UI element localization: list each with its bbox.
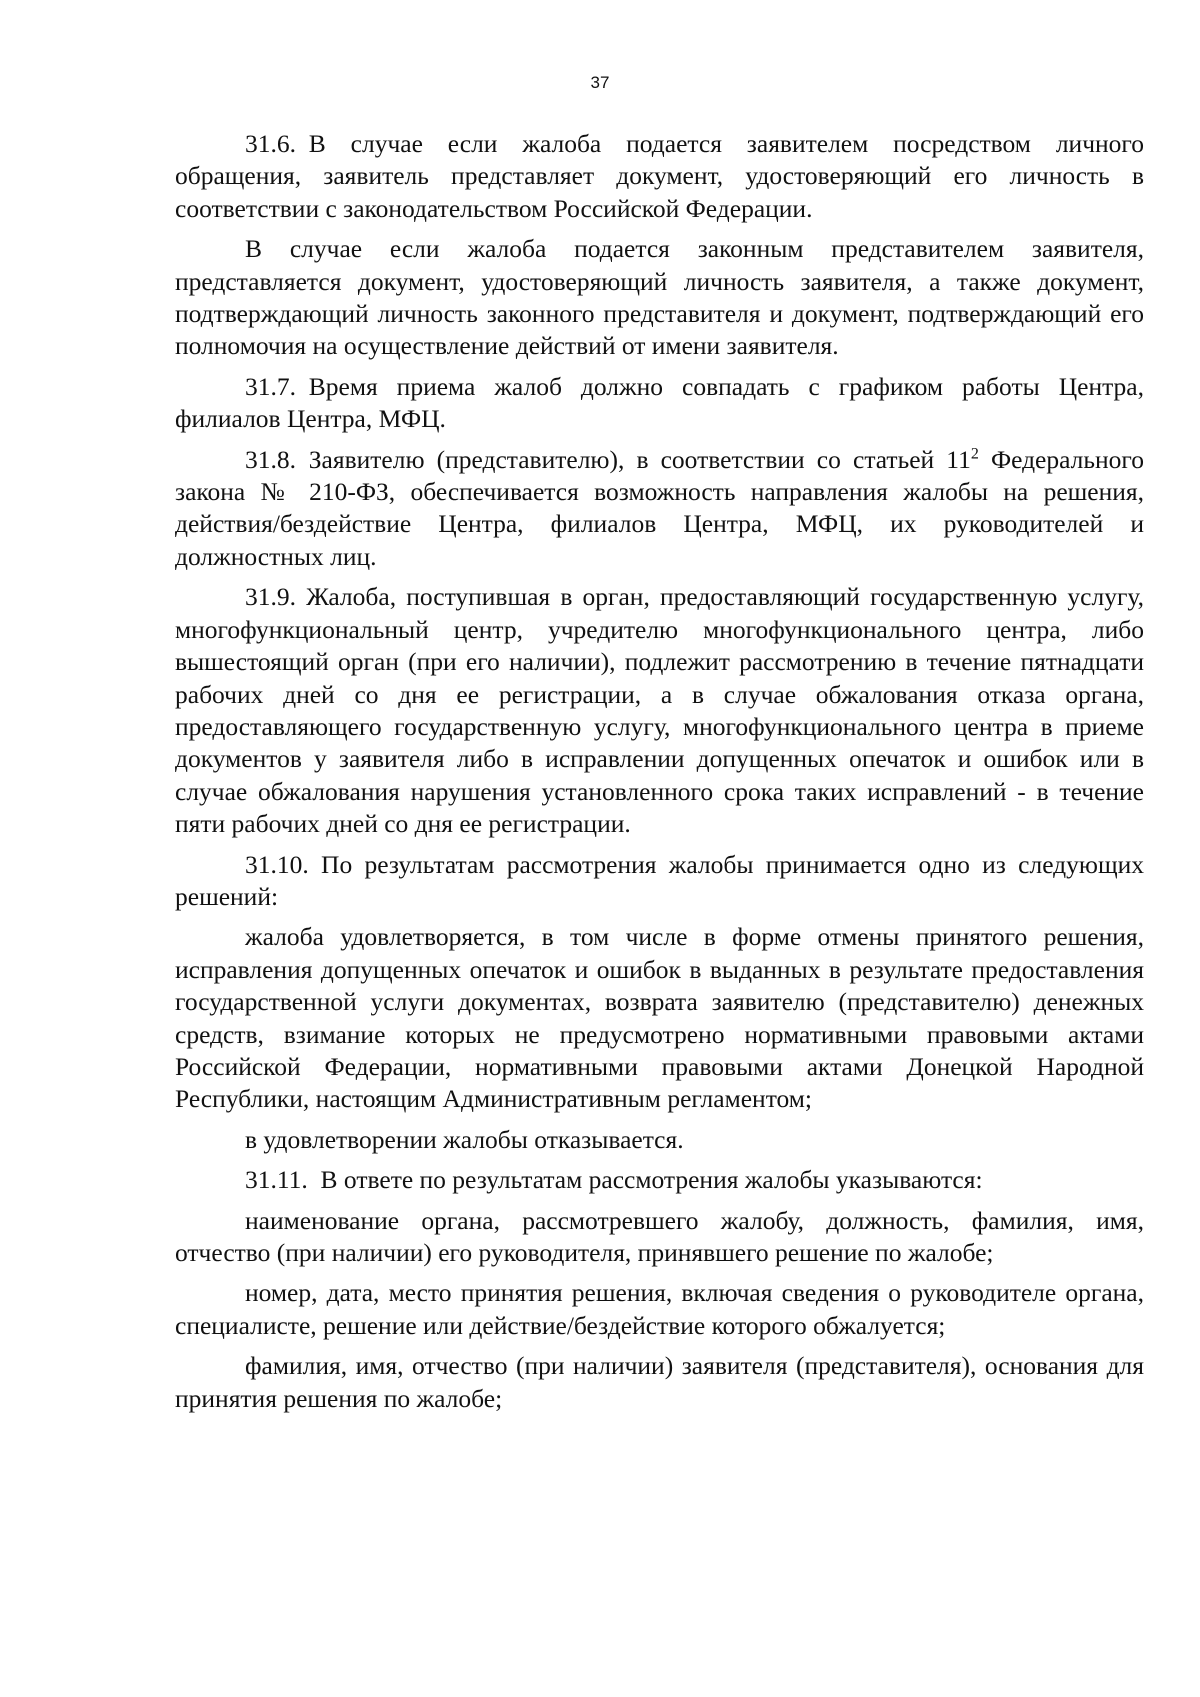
paragraph-31-9: 31.9. Жалоба, поступившая в орган, предоставляющий государственную услугу, многофункциональный центр, учредителю многофункционального центра, либо вышестоящий орган (при его наличии), подлежит рассмотрению в течение пятнадцати рабочих дней со дня ее регистрации, а в случае обжалования отказа органа, предоставляющего государственную услугу, многофункционального центра в приеме документов у заявителя либо в исправлении допущенных опечаток и ошибок или в случае обжалования нарушения установленного срока таких исправлений - в течение пяти рабочих дней со дня ее регистрации. — [175, 582, 1144, 839]
paragraph-31-8 — [175, 444, 1144, 574]
response-item-decision-details: номер, дата, место принятия решения, включая сведения о руководителе органа, специалисте, решение или действие/бездействие которого обжалуется; — [175, 1278, 1144, 1340]
response-item-applicant: фамилия, имя, отчество (при наличии) заявителя (представителя), основания для принятия решения по жалобе; — [175, 1351, 1144, 1413]
decision-refused: в удовлетворении жалобы отказывается. — [245, 1124, 684, 1154]
paragraph-31-11: 31.11. В ответе по результатам рассмотрения жалобы указываются: — [245, 1165, 983, 1195]
page-number: 37 — [590, 73, 610, 92]
paragraph-31-6: 31.6. В случае если жалоба подается заявителем посредством личного обращения, заявитель представляет документ, удостоверяющий его личность в соответствии с законодательством Российской Федерации. — [175, 129, 1144, 223]
paragraph-31-7: 31.7. Время приема жалоб должно совпадать с графиком работы Центра, филиалов Центра, МФЦ. — [175, 371, 1144, 434]
paragraph-31-8-text-start: 31.8. Заявителю (представителю), в соответствии со статьей 11 — [245, 444, 971, 474]
response-item-authority: наименование органа, рассмотревшего жалобу, должность, фамилия, имя, отчество (при наличии) его руководителя, принявшего решение по жалобе; — [175, 1205, 1144, 1267]
document-body — [175, 128, 1144, 1423]
decision-satisfied: жалоба удовлетворяется, в том числе в форме отмены принятого решения, исправления допущенных опечаток и ошибок в выданных в результате предоставления государственной услуги документах, возврата заявителю (представителю) денежных средств, взимание которых не предусмотрено нормативными правовыми актами Российской Федерации, нормативными правовыми актами Донецкой Народной Республики, настоящим Административным регламентом; — [175, 922, 1144, 1114]
article-superscript: 2 — [970, 445, 979, 463]
paragraph-31-6-representative: В случае если жалоба подается законным представителем заявителя, представляется документ, удостоверяющий личность заявителя, а также документ, подтверждающий личность законного представителя и документ, подтверждающий его полномочия на осуществление действий от имени заявителя. — [175, 234, 1144, 361]
paragraph-31-10: 31.10. По результатам рассмотрения жалобы принимается одно из следующих решений: — [175, 849, 1144, 911]
paragraph-31-8-text-end: Федерального закона № 210-ФЗ, обеспечивается возможность направления жалобы на решения, действия/бездействие Центра, филиалов Центра, МФЦ, их руководителей и должностных лиц. — [175, 444, 1144, 571]
